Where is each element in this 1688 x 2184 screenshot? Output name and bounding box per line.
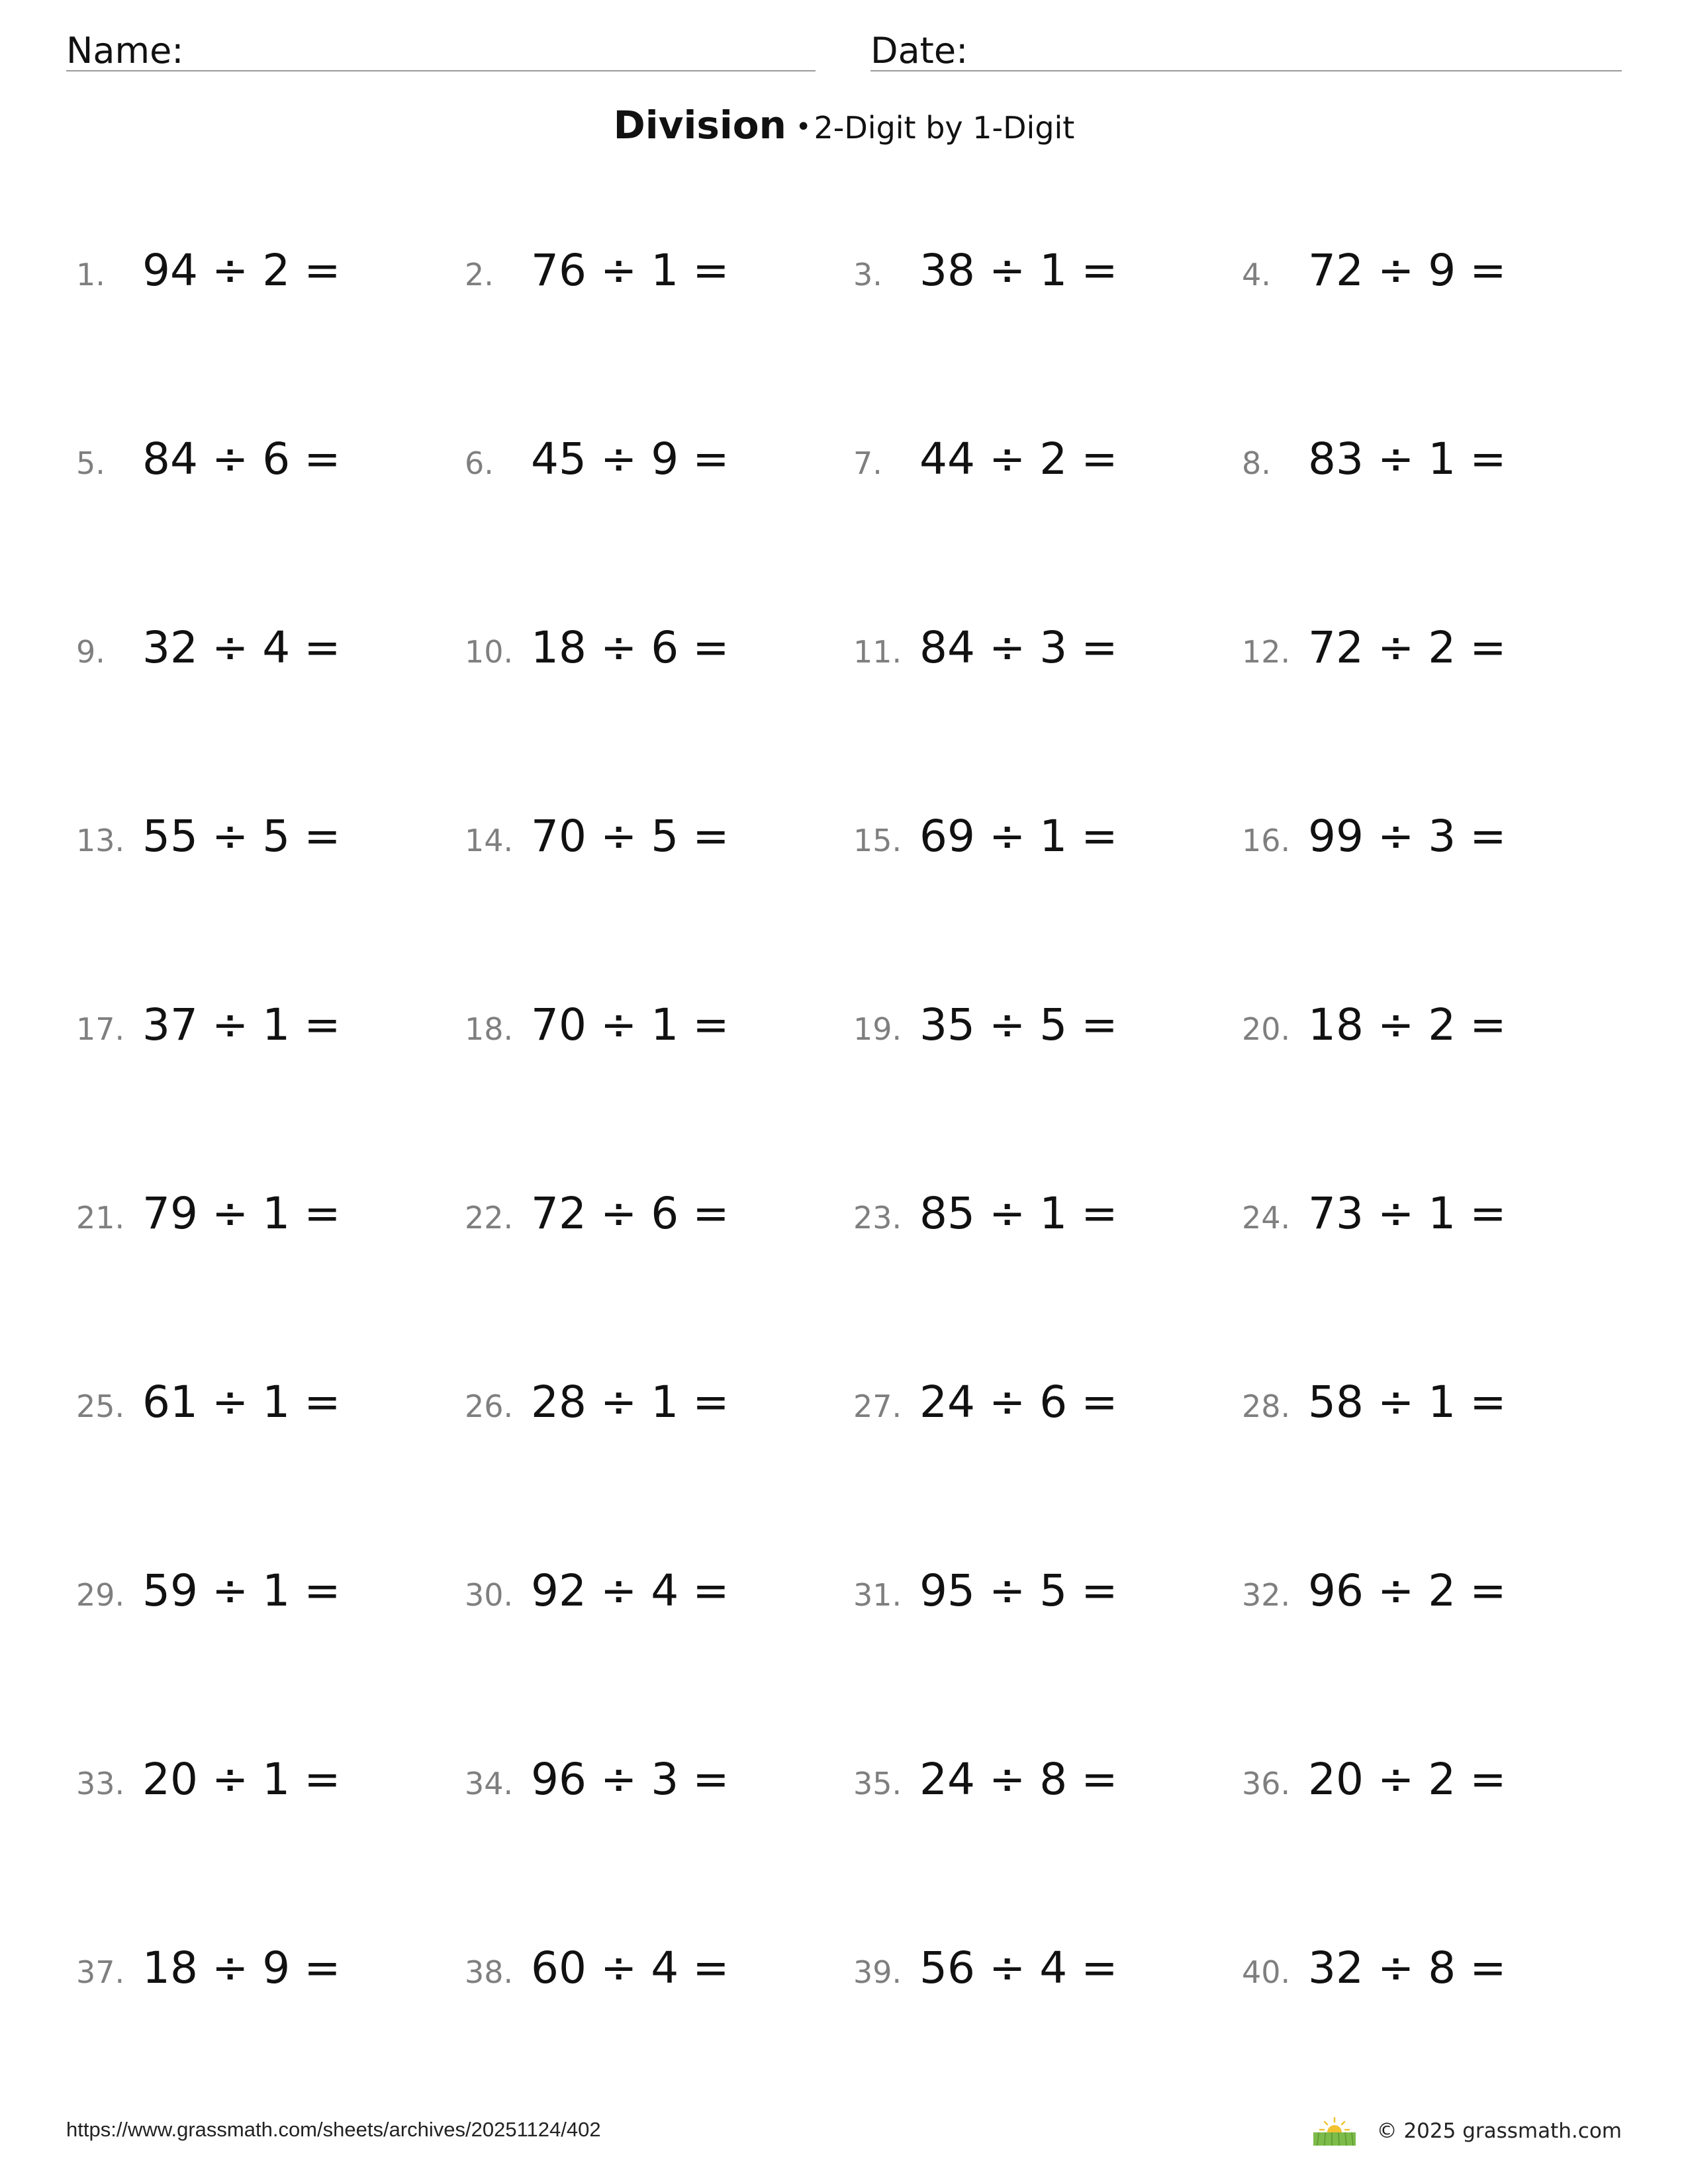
problem-item [76, 1565, 465, 1631]
date-label: Date: [870, 30, 968, 71]
problem-number: 32. [1242, 1577, 1291, 1613]
problem-item [1242, 245, 1630, 311]
problem-expression: 92 ÷ 4 = [531, 1565, 729, 1616]
problem-item [465, 999, 853, 1066]
problem-expression: 45 ÷ 9 = [531, 433, 729, 484]
problem-number: 22. [465, 1200, 514, 1236]
problem-expression: 99 ÷ 3 = [1308, 811, 1507, 862]
problem-item [853, 433, 1242, 500]
problem-number: 31. [853, 1577, 902, 1613]
problem-number: 2. [465, 257, 494, 293]
problem-number: 38. [465, 1954, 514, 1990]
problem-expression: 56 ÷ 4 = [919, 1942, 1118, 1993]
problem-expression: 70 ÷ 5 = [531, 811, 729, 862]
problem-number: 14. [465, 823, 514, 858]
problem-item [465, 1565, 853, 1631]
problem-item [1242, 1565, 1630, 1631]
problem-expression: 18 ÷ 6 = [531, 622, 729, 673]
problem-number: 13. [76, 823, 125, 858]
problem-number: 28. [1242, 1388, 1291, 1424]
problem-expression: 24 ÷ 6 = [919, 1377, 1118, 1428]
footer-url: https://www.grassmath.com/sheets/archives/20251124/402 [66, 2118, 601, 2141]
problem-item [1242, 999, 1630, 1066]
problem-number: 36. [1242, 1766, 1291, 1801]
footer-copyright: © 2025 grassmath.com [1376, 2119, 1622, 2143]
problem-expression: 58 ÷ 1 = [1308, 1377, 1507, 1428]
title-main: Division [613, 103, 786, 148]
grass-sun-logo-icon [1312, 2116, 1357, 2146]
problem-item [76, 622, 465, 688]
problem-number: 37. [76, 1954, 125, 1990]
problem-expression: 32 ÷ 8 = [1308, 1942, 1507, 1993]
problem-number: 11. [853, 634, 902, 670]
problem-item [76, 245, 465, 311]
problem-expression: 38 ÷ 1 = [919, 245, 1118, 296]
name-field[interactable] [66, 20, 816, 71]
problem-expression: 83 ÷ 1 = [1308, 433, 1507, 484]
problem-expression: 18 ÷ 9 = [142, 1942, 341, 1993]
problem-expression: 37 ÷ 1 = [142, 999, 341, 1050]
problem-number: 24. [1242, 1200, 1291, 1236]
problem-item [465, 245, 853, 311]
problem-number: 3. [853, 257, 882, 293]
problem-item [853, 999, 1242, 1066]
problem-expression: 18 ÷ 2 = [1308, 999, 1507, 1050]
problem-expression: 72 ÷ 9 = [1308, 245, 1507, 296]
problem-item [76, 1754, 465, 1820]
problem-item [853, 245, 1242, 311]
problem-expression: 61 ÷ 1 = [142, 1377, 341, 1428]
problem-expression: 95 ÷ 5 = [919, 1565, 1118, 1616]
name-label: Name: [66, 30, 184, 71]
problem-number: 1. [76, 257, 105, 293]
problem-item [853, 1188, 1242, 1254]
problem-number: 27. [853, 1388, 902, 1424]
problem-number: 25. [76, 1388, 125, 1424]
problem-number: 7. [853, 445, 882, 481]
problem-expression: 70 ÷ 1 = [531, 999, 729, 1050]
problem-item [465, 433, 853, 500]
problem-expression: 84 ÷ 3 = [919, 622, 1118, 673]
problem-expression: 96 ÷ 3 = [531, 1754, 729, 1805]
problem-item [853, 1377, 1242, 1443]
problem-number: 6. [465, 445, 494, 481]
problem-number: 29. [76, 1577, 125, 1613]
problem-number: 8. [1242, 445, 1271, 481]
problem-item [465, 1188, 853, 1254]
problem-item [465, 622, 853, 688]
title-separator: • [795, 112, 812, 142]
problem-item [1242, 433, 1630, 500]
problem-item [76, 999, 465, 1066]
problem-number: 35. [853, 1766, 902, 1801]
problem-item [853, 1754, 1242, 1820]
problem-item [1242, 1754, 1630, 1820]
problem-expression: 28 ÷ 1 = [531, 1377, 729, 1428]
title-subtitle: 2-Digit by 1-Digit [814, 110, 1075, 146]
problem-expression: 24 ÷ 8 = [919, 1754, 1118, 1805]
problem-item [1242, 1377, 1630, 1443]
problem-number: 9. [76, 634, 105, 670]
problem-item [76, 1942, 465, 2009]
problem-expression: 69 ÷ 1 = [919, 811, 1118, 862]
problem-item [465, 811, 853, 877]
problem-number: 26. [465, 1388, 514, 1424]
problem-number: 5. [76, 445, 105, 481]
problem-expression: 79 ÷ 1 = [142, 1188, 341, 1239]
problem-item [76, 1377, 465, 1443]
problem-expression: 76 ÷ 1 = [531, 245, 729, 296]
problem-number: 10. [465, 634, 514, 670]
problem-number: 40. [1242, 1954, 1291, 1990]
problem-expression: 94 ÷ 2 = [142, 245, 341, 296]
problem-expression: 84 ÷ 6 = [142, 433, 341, 484]
problem-item [465, 1942, 853, 2009]
problem-number: 39. [853, 1954, 902, 1990]
problem-item [853, 811, 1242, 877]
problem-number: 30. [465, 1577, 514, 1613]
problem-item [76, 1188, 465, 1254]
problem-grid [76, 245, 1638, 2131]
problem-expression: 55 ÷ 5 = [142, 811, 341, 862]
problem-number: 23. [853, 1200, 902, 1236]
worksheet-header [66, 20, 1622, 73]
problem-expression: 85 ÷ 1 = [919, 1188, 1118, 1239]
page-footer [66, 2116, 1622, 2146]
problem-item [465, 1754, 853, 1820]
problem-expression: 72 ÷ 2 = [1308, 622, 1507, 673]
problem-expression: 20 ÷ 1 = [142, 1754, 341, 1805]
problem-expression: 96 ÷ 2 = [1308, 1565, 1507, 1616]
problem-item [853, 1942, 1242, 2009]
problem-number: 17. [76, 1011, 125, 1047]
date-field[interactable] [870, 20, 1622, 71]
problem-expression: 35 ÷ 5 = [919, 999, 1118, 1050]
footer-branding [1312, 2116, 1622, 2146]
problem-number: 19. [853, 1011, 902, 1047]
problem-item [1242, 811, 1630, 877]
problem-item [853, 622, 1242, 688]
problem-expression: 44 ÷ 2 = [919, 433, 1118, 484]
problem-item [76, 433, 465, 500]
problem-number: 18. [465, 1011, 514, 1047]
problem-item [1242, 1942, 1630, 2009]
problem-number: 16. [1242, 823, 1291, 858]
problem-expression: 73 ÷ 1 = [1308, 1188, 1507, 1239]
problem-expression: 60 ÷ 4 = [531, 1942, 729, 1993]
problem-expression: 72 ÷ 6 = [531, 1188, 729, 1239]
problem-number: 20. [1242, 1011, 1291, 1047]
problem-number: 4. [1242, 257, 1271, 293]
problem-expression: 59 ÷ 1 = [142, 1565, 341, 1616]
problem-number: 34. [465, 1766, 514, 1801]
problem-item [76, 811, 465, 877]
problem-item [465, 1377, 853, 1443]
problem-item [1242, 622, 1630, 688]
problem-expression: 32 ÷ 4 = [142, 622, 341, 673]
problem-number: 33. [76, 1766, 125, 1801]
problem-item [853, 1565, 1242, 1631]
worksheet-title [0, 103, 1688, 148]
problem-item [1242, 1188, 1630, 1254]
problem-number: 12. [1242, 634, 1291, 670]
problem-number: 21. [76, 1200, 125, 1236]
problem-expression: 20 ÷ 2 = [1308, 1754, 1507, 1805]
problem-number: 15. [853, 823, 902, 858]
